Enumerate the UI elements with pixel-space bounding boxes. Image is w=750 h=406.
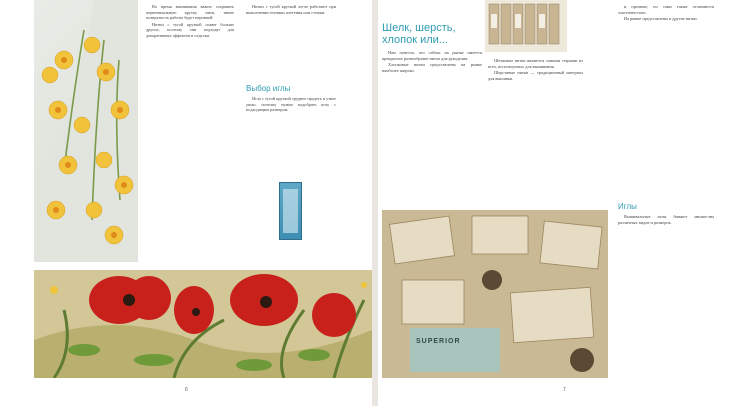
paragraph: На рынке представлены и другие нитки. — [624, 16, 698, 22]
thread-spools-photo — [485, 0, 567, 52]
left-column-2 — [246, 4, 336, 84]
section-heading: Шелк, шерсть, хлопок или... — [382, 22, 456, 46]
paragraph: Хлопковые нитки представлены на рынке наиболее широко. — [382, 62, 482, 73]
right-column-3 — [618, 4, 714, 194]
thread-boxes-photo — [382, 210, 608, 378]
paragraph: Вышивальные иглы бывают множества различных видов и размеров. — [618, 214, 714, 225]
paragraph: и прочные, но сами также отличаются эластичностью. — [618, 4, 714, 15]
left-page — [0, 0, 372, 406]
needle-packet-photo — [279, 182, 302, 240]
thread-box-label: SUPERIOR — [416, 338, 461, 345]
page-number-right: 7 — [563, 387, 566, 393]
left-column-1 — [146, 4, 234, 214]
section-subhead: Выбор иглы — [246, 84, 291, 93]
page-number-left: 6 — [185, 387, 188, 393]
daffodil-embroidery-photo — [34, 0, 138, 262]
paragraph: Игла с тугой круткой труднее продеть в узкое ушко, поэтому нужно подобрать иглу с подходящим размером. — [246, 96, 336, 113]
paragraph: Нитки с тугой круткой легче работают при выполнении техники плетения или стежки. — [246, 4, 336, 15]
paragraph: Во время вышивания важно сохранять первоначальную крутку нити, иначе поверхность работы будет неровной. — [146, 4, 234, 21]
poppy-embroidery-photo — [34, 270, 372, 378]
paragraph: Нам повезло, что сейчас на рынке имеется прекрасное разнообразие ниток для рукоделия. — [382, 50, 482, 61]
right-page — [378, 0, 750, 406]
paragraph: Нитки с тугой круткой сияют больше других, поэтому они подходят для декоративных эффектов и отделки. — [146, 21, 234, 38]
paragraph: Шелковые нитки являются самыми старыми из всех, используемых для вышивания. — [488, 58, 583, 69]
paragraph: Шерстяные нитки — традиционный материал для вышивки. — [488, 70, 583, 81]
section-subhead: Иглы — [618, 202, 637, 211]
right-column-3b — [618, 214, 714, 384]
left-column-2b — [246, 96, 336, 176]
